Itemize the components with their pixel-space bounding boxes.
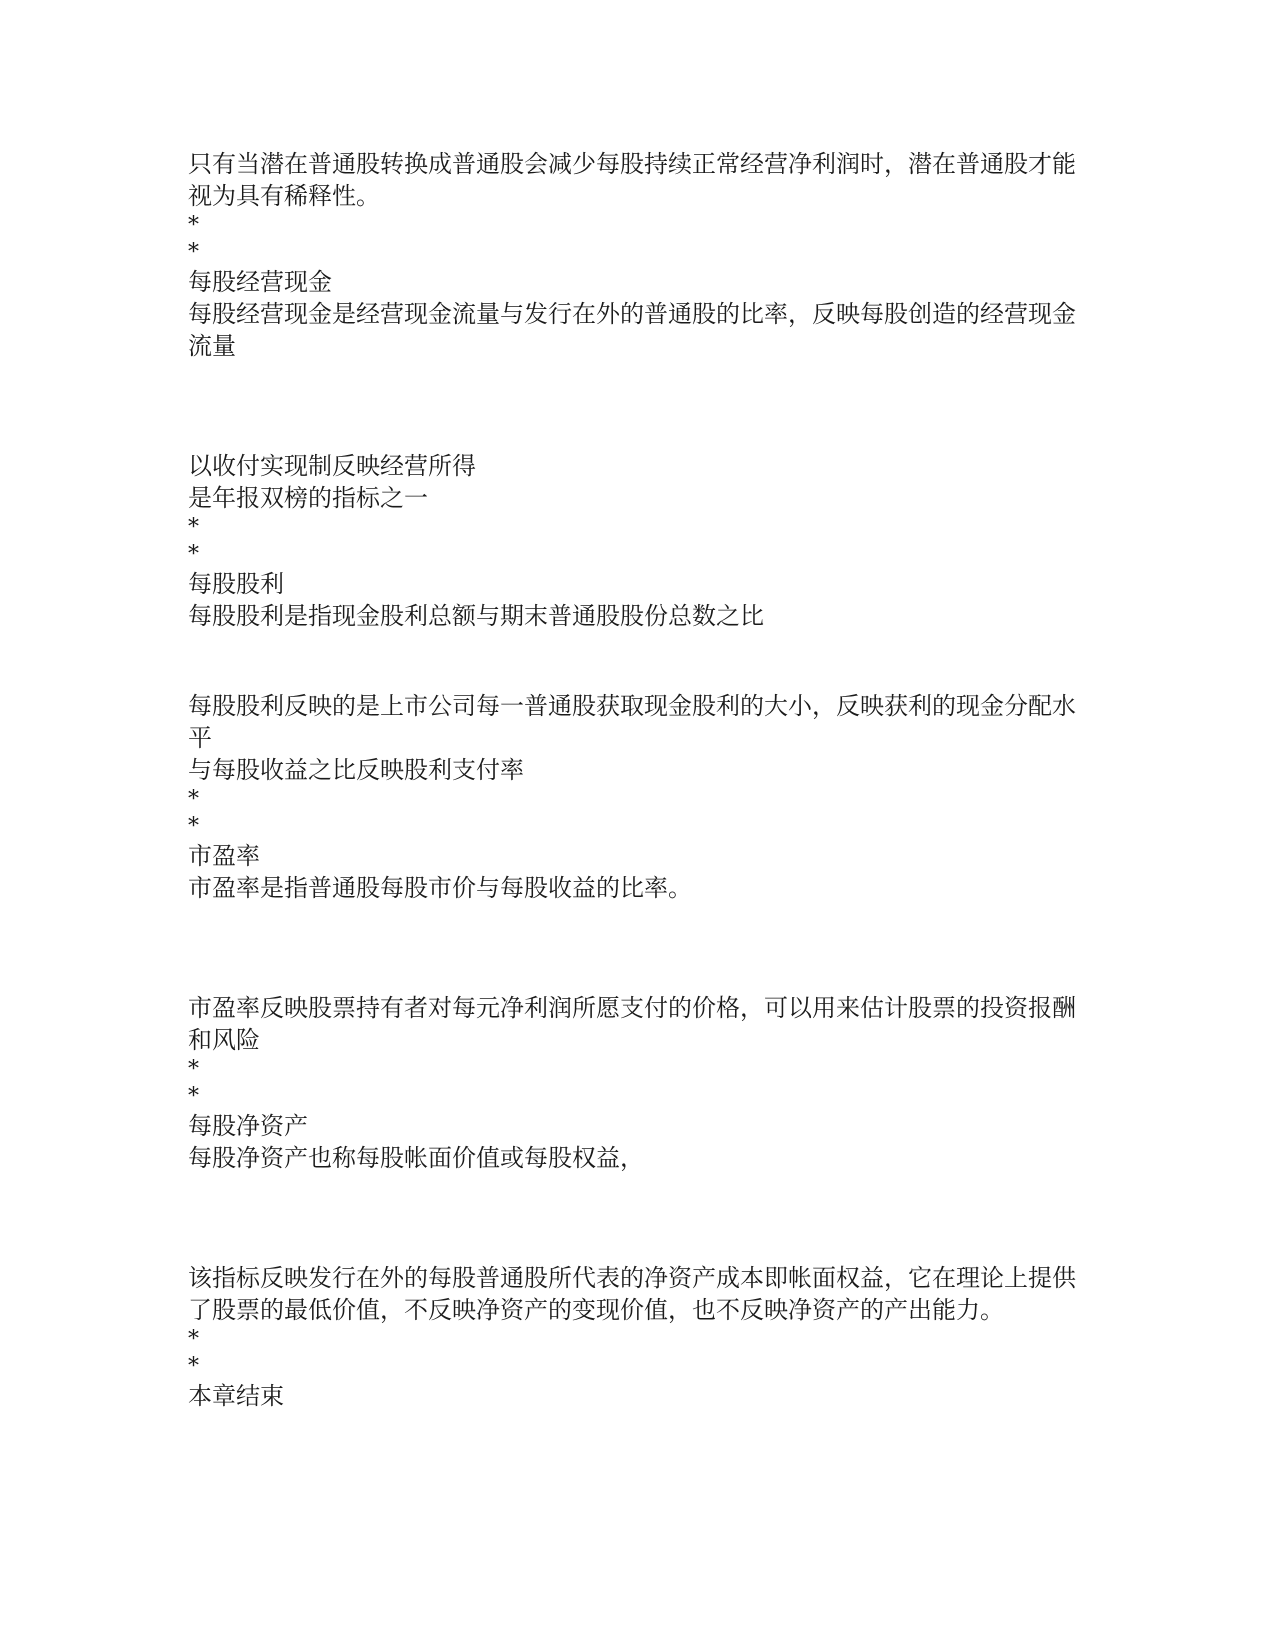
paragraph-dividend-definition: 每股股利是指现金股利总额与期末普通股股份总数之比 <box>188 602 764 630</box>
line-cash-basis: 以收付实现制反映经营所得 <box>188 452 476 480</box>
separator-star: * <box>188 1327 199 1352</box>
line-annual-report: 是年报双榜的指标之一 <box>188 484 428 512</box>
separator-star: * <box>188 814 199 839</box>
document-body <box>188 148 1093 1412</box>
paragraph-net-assets-meaning: 该指标反映发行在外的每股普通股所代表的净资产成本即帐面权益，它在理论上提供了股票的最低价值，不反映净资产的变现价值，也不反映净资产的产出能力。 <box>188 1264 1076 1324</box>
separator-star: * <box>188 240 199 265</box>
spacer <box>188 1174 1093 1262</box>
line-payout-ratio: 与每股收益之比反映股利支付率 <box>188 756 524 784</box>
separator-star: * <box>188 515 199 540</box>
heading-pe-ratio: 市盈率 <box>188 842 260 870</box>
paragraph-dividend-meaning: 每股股利反映的是上市公司每一普通股获取现金股利的大小，反映获利的现金分配水平 <box>188 692 1076 752</box>
separator-star: * <box>188 1354 199 1379</box>
spacer <box>188 632 1093 690</box>
spacer <box>188 904 1093 992</box>
chapter-end: 本章结束 <box>188 1382 284 1410</box>
paragraph-pe-meaning: 市盈率反映股票持有者对每元净利润所愿支付的价格，可以用来估计股票的投资报酬和风险 <box>188 994 1076 1054</box>
paragraph-cash-per-share: 每股经营现金是经营现金流量与发行在外的普通股的比率，反映每股创造的经营现金流量 <box>188 300 1076 360</box>
heading-cash-per-share: 每股经营现金 <box>188 268 332 296</box>
paragraph-net-assets-definition: 每股净资产也称每股帐面价值或每股权益， <box>188 1144 644 1172</box>
separator-star: * <box>188 1057 199 1082</box>
separator-star: * <box>188 787 199 812</box>
paragraph-dilution: 只有当潜在普通股转换成普通股会减少每股持续正常经营净利润时，潜在普通股才能视为具有稀释性。 <box>188 150 1076 210</box>
spacer <box>188 362 1093 450</box>
heading-net-assets-per-share: 每股净资产 <box>188 1112 308 1140</box>
paragraph-pe-definition: 市盈率是指普通股每股市价与每股收益的比率。 <box>188 874 692 902</box>
heading-dividend-per-share: 每股股利 <box>188 570 284 598</box>
separator-star: * <box>188 213 199 238</box>
separator-star: * <box>188 542 199 567</box>
separator-star: * <box>188 1084 199 1109</box>
